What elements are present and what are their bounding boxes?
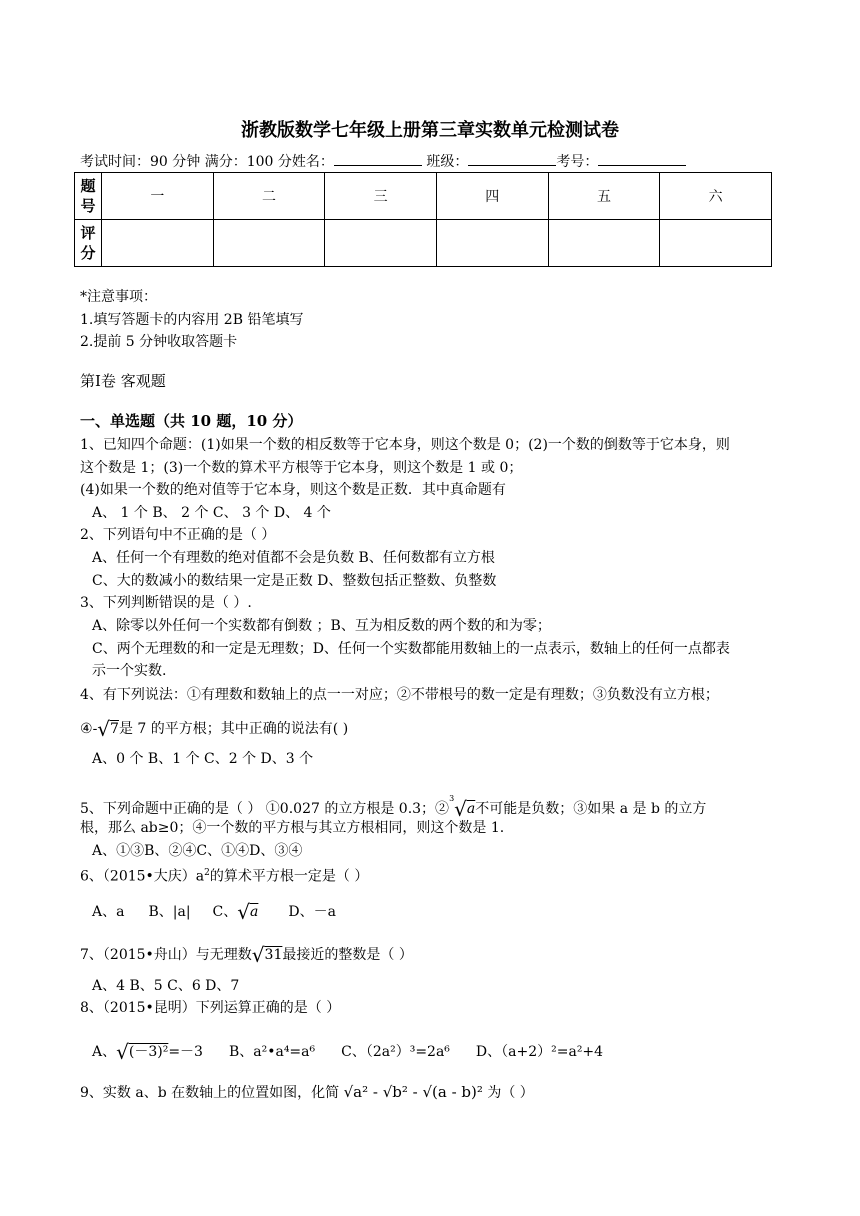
sqrt-icon: √ (251, 943, 265, 967)
q1-options: A、 1 个 B、 2 个 C、 3 个 D、 4 个 (92, 505, 331, 521)
q5-radicand: a (466, 801, 476, 817)
sqrt-icon: √ (116, 1040, 129, 1064)
q5-line-1 (80, 790, 707, 821)
q5-line-1-rest: 不可能是负数；③如果 a 是 b 的立方 (475, 801, 707, 817)
q6-stem-text: 6、（2015•大庆）a (80, 868, 205, 885)
q3-options-ab: A、除零以外任何一个实数都有倒数 ；B、互为相反数的两个数的和为零； (92, 618, 551, 634)
notes-heading: *注意事项： (80, 289, 157, 305)
q5-line-1-text: 5、下列命题中正确的是（ ） ①0.027 的立方根是 0.3；② (80, 801, 450, 817)
score-table (74, 172, 772, 267)
score-cell-6[interactable] (660, 220, 772, 267)
part1-title: 一、单选题（共 10 题，10 分） (80, 412, 303, 430)
q8-stem: 8、（2015•昆明）下列运算正确的是（ ） (80, 1000, 341, 1016)
q9-stem (80, 1083, 534, 1102)
sqrt-icon: √ (237, 900, 251, 924)
q1-line-3: (4)如果一个数的绝对值等于它本身，则这个数是正数．其中真命题有 (80, 482, 506, 498)
exam-title: 浙教版数学七年级上册第三章实数单元检测试卷 (241, 120, 619, 141)
score-cell-3[interactable] (325, 220, 437, 267)
q6-exponent: 2 (204, 868, 210, 878)
q6-stem-rest: 的算术平方根一定是（ ） (209, 868, 369, 885)
q5-options: A、①③B、②④C、①④D、③④ (92, 843, 303, 859)
q9-expression: √a² - √b² - √(a - b)² (343, 1083, 483, 1101)
cube-index-icon: 3 (449, 794, 455, 803)
q6-options: A、a B、|a| C、√a D、－a (92, 900, 336, 924)
q7-options: A、4 B、5 C、6 D、7 (92, 978, 240, 994)
q4-line-1: 4、有下列说法：①有理数和数轴上的点一一对应；②不带根号的数一定是有理数；③负数没有立方根； (80, 687, 719, 703)
q8-option-a-radicand: (－3)² (128, 1044, 169, 1060)
q8-option-a-rest: =－3 (168, 1044, 203, 1060)
row-header-question-number: 题号 (75, 173, 102, 220)
q4-line-2 (80, 717, 349, 741)
column-5: 五 (548, 173, 660, 220)
score-cell-1[interactable] (102, 220, 214, 267)
q1-line-2: 这个数是 1；(3)一个数的算术平方根等于它本身，则这个数是 1 或 0； (80, 460, 523, 476)
score-cell-5[interactable] (548, 220, 660, 267)
q8-options (92, 1040, 604, 1064)
sqrt-icon: √ (454, 797, 467, 821)
q7-stem-rest: 最接近的整数是（ ） (282, 947, 413, 963)
q4-circled-4: ④ (80, 721, 93, 737)
q8-option-b: B、a²•a⁴=a⁶ (228, 1044, 316, 1060)
q6-option-a: A、a (92, 904, 125, 920)
q2-stem: 2、下列语句中不正确的是（ ） (80, 527, 276, 543)
q9-stem-text: 9、实数 a、b 在数轴上的位置如图，化简 (80, 1085, 340, 1101)
q6-stem (80, 864, 368, 886)
q2-options-ab: A、任何一个有理数的绝对值都不会是负数 B、任何数都有立方根 (92, 550, 495, 566)
q8-option-a-label: A、 (92, 1044, 117, 1060)
sqrt-icon: √ (97, 717, 111, 741)
class-blank[interactable] (468, 153, 556, 166)
score-table-header-row (75, 173, 772, 220)
number-blank[interactable] (598, 153, 686, 166)
q8-option-c: C、（2a²）³=2a⁶ (341, 1044, 450, 1060)
q6-option-c: C、 (212, 904, 238, 920)
section-title: 第Ⅰ卷 客观题 (80, 372, 166, 390)
q4-minus-sign: - (92, 721, 98, 737)
q1-line-1: 1、已知四个命题：(1)如果一个数的相反数等于它本身，则这个数是 0；(2)一个数的倒数等于它本身，则 (80, 437, 730, 453)
exam-info-line (80, 151, 686, 171)
note-item-1: 1.填写答题卡的内容用 2B 铅笔填写 (80, 312, 304, 328)
score-table-score-row (75, 220, 772, 267)
column-6: 六 (660, 173, 772, 220)
column-4: 四 (436, 173, 548, 220)
row-header-score: 评分 (75, 220, 102, 267)
score-cell-4[interactable] (436, 220, 548, 267)
exam-info-prefix: 考试时间：90 分钟 满分：100 分姓名： (80, 154, 334, 170)
column-3: 三 (325, 173, 437, 220)
note-item-2: 2.提前 5 分钟收取答题卡 (80, 334, 238, 350)
number-label: 考号： (556, 154, 599, 170)
class-label: 班级： (421, 154, 469, 170)
name-blank[interactable] (334, 153, 422, 166)
q7-stem-text: 7、（2015•舟山）与无理数 (80, 947, 252, 963)
q4-line-2-text: 是 7 的平方根；其中正确的说法有( ) (118, 721, 349, 737)
q5-line-2: 根，那么 ab≥0；④一个数的平方根与其立方根相同，则这个数是 1. (80, 820, 505, 836)
q8-option-d: D、（a+2）²=a²+4 (475, 1044, 604, 1060)
q7-radicand: 31 (264, 947, 283, 963)
q3-options-cd-1: C、两个无理数的和一定是无理数；D、任何一个实数都能用数轴上的一点表示，数轴上的任何一点都表 (92, 641, 730, 657)
score-cell-2[interactable] (213, 220, 325, 267)
q6-option-b: B、|a| (148, 904, 191, 920)
q7-stem (80, 943, 413, 967)
column-2: 二 (213, 173, 325, 220)
q2-options-cd: C、大的数减小的数结果一定是正数 D、整数包括正整数、负整数 (92, 573, 497, 589)
q9-stem-rest: 为（ ） (487, 1085, 534, 1101)
q4-options: A、0 个 B、1 个 C、2 个 D、3 个 (92, 751, 314, 767)
column-1: 一 (102, 173, 214, 220)
q3-stem: 3、下列判断错误的是（ ）. (80, 595, 252, 611)
q3-options-cd-2: 示一个实数. (92, 663, 167, 679)
q4-radicand: 7 (110, 721, 119, 737)
q6-option-d: D、－a (288, 904, 336, 920)
